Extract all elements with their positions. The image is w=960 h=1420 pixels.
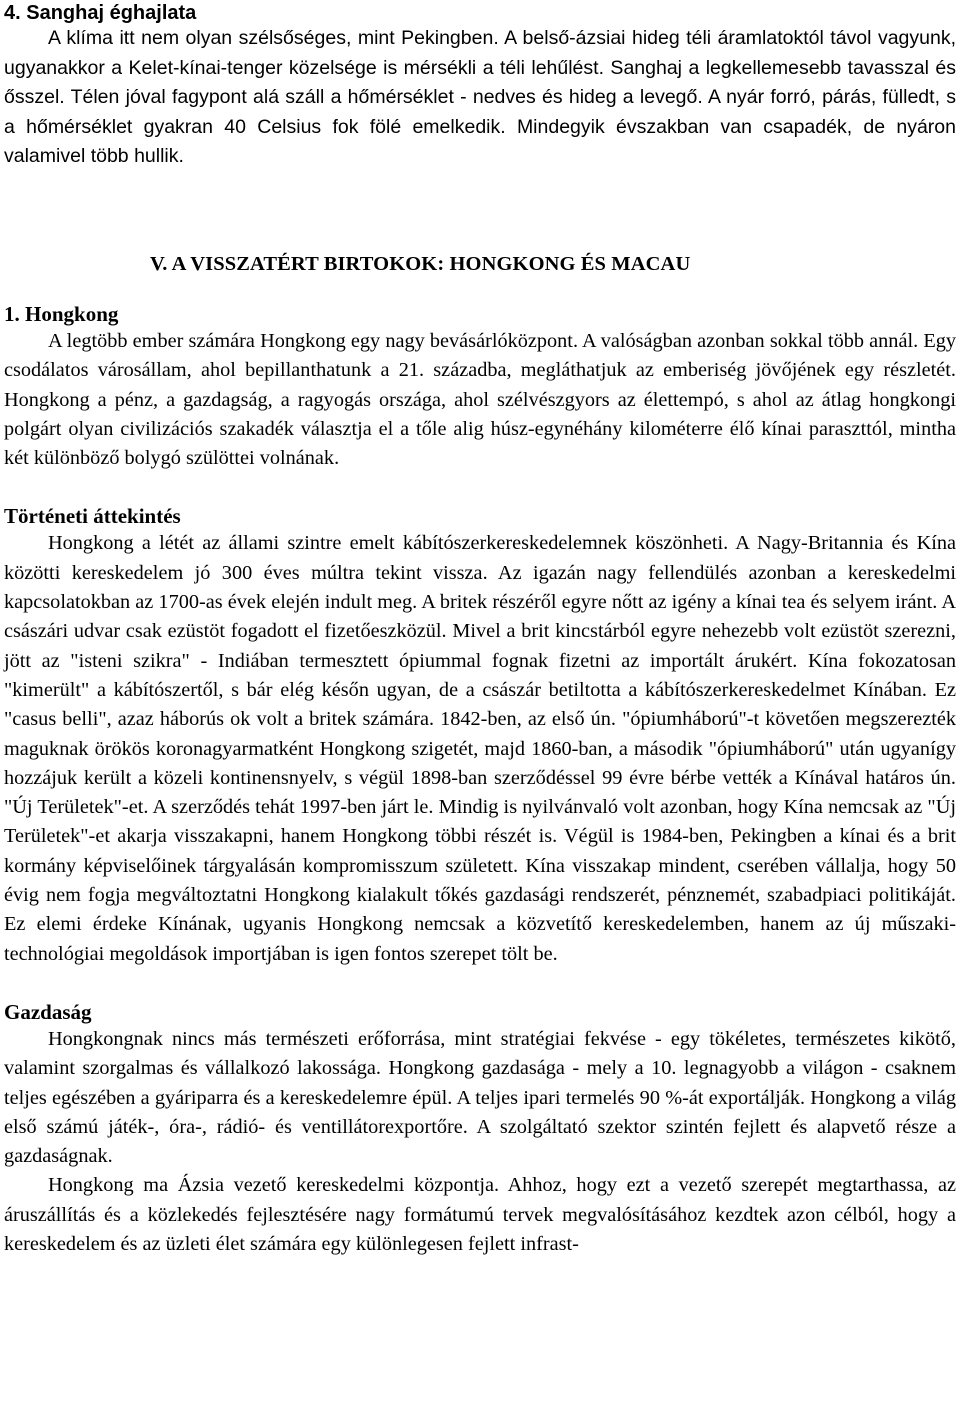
paragraph-history: Hongkong a létét az állami szintre emelt kábítószerkereskedelemnek köszönheti. A Nagy-Britannia és Kína közötti kereskedelem jó 300 éves múltra tekint vissza. Az igazán nagy fellendülés azonban a kereskedelmi kapcsolatokban az 1700-as évek elején indult meg. A britek részéről egyre nőtt az igény a kínai tea és selyem iránt. A császári udvar csak ezüstöt fogadott el fizetőeszközül. Mivel a brit kincstárból egyre nehezebb volt ezüstöt szerezni, jött az "isteni szikra" - Indiában termesztett ópiummal fognak fizetni az importált árukért. Kína fokozatosan "kimerült" a kábítószertől, s bár elég későn ugyan, de a császár betiltotta a kábítószerkereskedelmet Kínában. Ez "casus belli", azaz háborús ok volt a britek számára. 1842-ben, az első ún. "ópiumháború"-t követően megszerezték maguknak örökös koronagyarmatként Hongkong szigetét, majd 1860-ban, a második "ópiumháború" után ugyanígy hozzájuk került a közeli kontinensnyelv, s végül 1898-ban szerződéssel 99 évre bérbe vették a Kínával határos ún. "Új Területek"-et. A szerződés tehát 1997-ben járt le. Mindig is nyilvánvaló volt azonban, hogy Kína nemcsak az "Új Területek"-et akarja visszakapni, hanem Hongkong többi részét is. Végül is 1984-ben, Pekingben a kínai és a brit kormány képviselőinek tárgyalásán kompromisszum született. Kína visszakap mindent, cserében vállalja, hogy 50 évig nem fogja megváltoztatni Hongkong kialakult tőkés gazdasági rendszerét, pénznemét, szabadpiaci politikáját. Ez elemi érdeke Kínának, ugyanis Hongkong nemcsak a közvetítő kereskedelemben, hanem az új műszaki-technológiai megoldások importjában is igen fontos szerepet tölt be. [4, 532, 956, 965]
section-climate [4, 0, 956, 172]
document-page [4, 0, 956, 1259]
chapter-title: V. A VISSZATÉRT BIRTOKOK: HONGKONG ÉS MACAU [150, 252, 691, 275]
paragraph-economy-2: Hongkong ma Ázsia vezető kereskedelmi központja. Ahhoz, hogy ezt a vezető szerepét megtarthassa, az áruszállítás és a közlekedés fejlesztésére nagy formátumú tervek megvalósításához kezdtek azon célból, hogy a kereskedelem és az üzleti élet számára egy különlegesen fejlett infrast- [4, 1174, 956, 1255]
paragraph-economy-1: Hongkongnak nincs más természeti erőforrása, mint stratégiai fekvése - egy tökéletes, természetes kikötő, valamint szorgalmas és vállalkozó lakossága. Hongkong gazdasága - mely a 10. legnagyobb a világon - csaknem teljes egészében a gyáriparra és a kereskedelemre épül. A teljes ipari termelés 90 %-át exportálják. Hongkong a világ első számú játék-, óra-, rádió- és ventillátorexportőre. A szolgáltató szektor szintén fejlett és alapvető része a gazdaságnak. [4, 1027, 956, 1168]
section-heading-hongkong: 1. Hongkong [4, 301, 119, 326]
section-hongkong [4, 301, 956, 473]
section-economy [4, 999, 956, 1259]
section-history [4, 503, 956, 968]
section-heading-economy: Gazdaság [4, 999, 92, 1024]
section-heading-history: Történeti áttekintés [4, 504, 181, 529]
paragraph-hongkong: A legtöbb ember számára Hongkong egy nagy bevásárlóközpont. A valóságban azonban sokkal több annál. Egy csodálatos városállam, ahol bepillanthatunk a 21. századba, megláthatjuk az emberiség jövőjének egy részletét. Hongkong a pénz, a gazdagság, a ragyogás országa, ahol szélvészgyors az élettempó, s ahol az átlag hongkongi polgárt olyan civilizációs szakadék választja el a tőle alig húsz-egynéhány kilométerre élő kínai paraszttól, mintha két különböző bolygó szülöttei volnának. [4, 329, 956, 470]
paragraph-climate: A klíma itt nem olyan szélsőséges, mint Pekingben. A belső-ázsiai hideg téli áramlatoktól távol vagyunk, ugyanakkor a Kelet-kínai-tenger közelsége is mérsékli a téli lehűlést. Sanghaj a legkellemesebb tavasszal és ősszel. Télen jóval fagypont alá száll a hőmérséklet - nedves és hideg a levegő. A nyár forró, párás, fülledt, s a hőmérséklet gyakran 40 Celsius fok fölé emelkedik. Mindegyik évszakban van csapadék, de nyáron valamivel több hullik. [4, 27, 956, 168]
section-heading-climate: 4. Sanghaj éghajlata [4, 2, 197, 24]
